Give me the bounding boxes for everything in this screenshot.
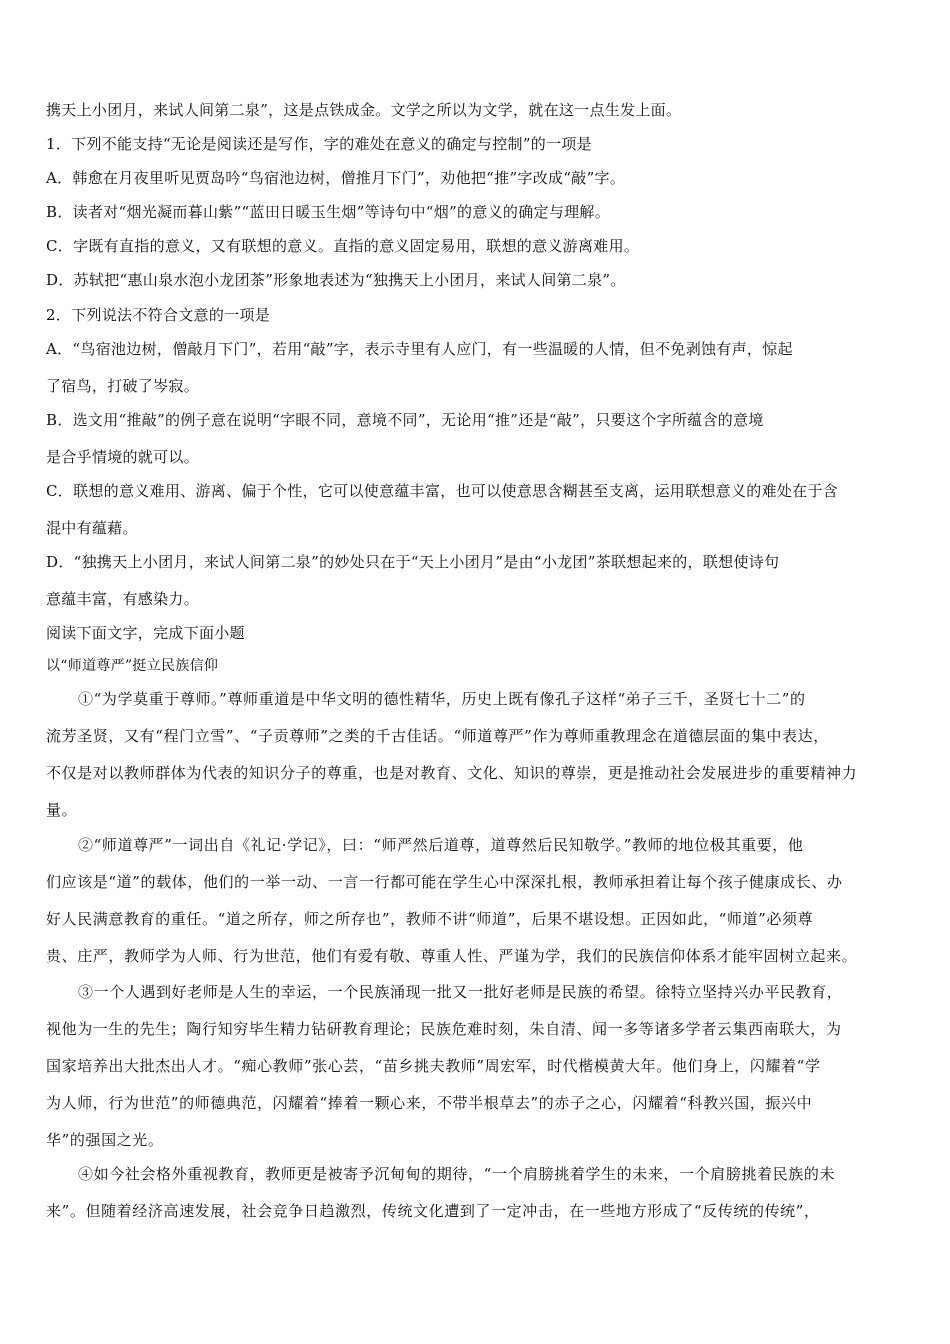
question-2-option-c-line-1: C．联想的意义难用、游离、偏于个性，它可以使意蕴丰富，也可以使意思含糊甚至支离，运用联想意义的难处在于含	[46, 482, 839, 500]
paragraph-1-line-3: 不仅是对以教师群体为代表的知识分子的尊重，也是对教育、文化、知识的尊崇，更是推动社会发展进步的重要精神力	[46, 764, 858, 782]
passage-title: 以“师道尊严”挺立民族信仰	[46, 658, 219, 674]
paragraph-1-line-2: 流芳圣贤，又有“程门立雪”、“子贡尊师”之类的千古佳话。“师道尊严”作为尊师重教理念在道德层面的集中表达，	[46, 727, 829, 745]
paragraph-2-line-3: 好人民满意教育的重任。“道之所存，师之所存也”，教师不讲“师道”，后果不堪设想。正因如此，“师道”必须尊	[46, 910, 814, 928]
continuation-line: 携天上小团月，来试人间第二泉”，这是点铁成金。文学之所以为文学，就在这一点生发上面。	[46, 101, 682, 119]
question-2-option-b-line-2: 是合乎情境的就可以。	[46, 448, 200, 466]
question-2-option-a-line-2: 了宿鸟，打破了岑寂。	[46, 377, 200, 395]
question-1-option-a: A．韩愈在月夜里听见贾岛吟“鸟宿池边树，僧推月下门”，劝他把“推”字改成“敲”字。	[46, 169, 626, 187]
paragraph-2-line-1: ②“师道尊严”一词出自《礼记·学记》，曰：“师严然后道尊，道尊然后民知敬学。”教师的地位极其重要，他	[78, 836, 804, 854]
question-1-stem: 1．下列不能支持“无论是阅读还是写作，字的难处在意义的确定与控制”的一项是	[46, 135, 592, 153]
paragraph-3-line-4: 为人师，行为世范”的师德典范，闪耀着“捧着一颗心来，不带半根草去”的赤子之心，闪耀着“科教兴国，振兴中	[46, 1094, 813, 1112]
question-1-option-b: B．读者对“烟光凝而暮山紫”“蓝田日暖玉生烟”等诗句中“烟”的意义的确定与理解。	[46, 203, 611, 221]
paragraph-1-line-1: ①“为学莫重于尊师。”尊师重道是中华文明的德性精华，历史上既有像孔子这样“弟子三千，圣贤七十二”的	[78, 690, 806, 708]
paragraph-2-line-2: 们应该是“道”的载体，他们的一举一动、一言一行都可能在学生心中深深扎根，教师承担着让每个孩子健康成长、办	[46, 873, 843, 891]
paragraph-3-line-2: 视他为一生的先生；陶行知穷毕生精力钻研教育理论；民族危难时刻，朱自清、闻一多等诸多学者云集西南联大，为	[46, 1020, 842, 1038]
question-1-option-d: D．苏轼把“惠山泉水泡小龙团茶”形象地表述为“独携天上小团月，来试人间第二泉”。	[46, 271, 626, 289]
paragraph-3-line-5: 华”的强国之光。	[46, 1131, 164, 1149]
paragraph-3-line-1: ③一个人遇到好老师是人生的幸运，一个民族涌现一批又一批好老师是民族的希望。徐特立坚持兴办平民教育，	[78, 983, 843, 1001]
paragraph-3-line-3: 国家培养出大批杰出人才。“痴心教师”张心芸，“苗乡挑夫教师”周宏军，时代楷模黄大年。他们身上，闪耀着“学	[46, 1057, 821, 1075]
question-2-option-b-line-1: B．选文用“推敲”的例子意在说明“字眼不同，意境不同”，无论用“推”还是“敲”，只要这个字所蕴含的意境	[46, 411, 764, 429]
paragraph-4-line-1: ④如今社会格外重视教育，教师更是被寄予沉甸甸的期待，“一个肩膀挑着学生的未来，一个肩膀挑着民族的未	[78, 1165, 836, 1183]
question-2-option-c-line-2: 混中有蕴藉。	[46, 519, 138, 537]
paragraph-1-line-4: 量。	[46, 801, 78, 819]
question-2-option-d-line-1: D．“独携天上小团月，来试人间第二泉”的妙处只在于“天上小团月”是由“小龙团”茶联想起来的，联想使诗句	[46, 553, 780, 571]
paragraph-2-line-4: 贵、庄严，教师学为人师、行为世范，他们有爱有敬、尊重人性、严谨为学，我们的民族信仰体系才能牢固树立起来。	[46, 947, 858, 965]
question-2-stem: 2．下列说法不符合文意的一项是	[46, 306, 271, 324]
question-2-option-a-line-1: A．“鸟宿池边树，僧敲月下门”，若用“敲”字，表示寺里有人应门，有一些温暖的人情，但不免剥蚀有声，惊起	[46, 340, 793, 358]
question-2-option-d-line-2: 意蕴丰富，有感染力。	[46, 590, 200, 608]
reading-instruction: 阅读下面文字，完成下面小题	[46, 624, 245, 642]
question-1-option-c: C．字既有直指的意义，又有联想的意义。直指的意义固定易用，联想的意义游离难用。	[46, 237, 640, 255]
paragraph-4-line-2: 来”。但随着经济高速发展，社会竞争日趋激烈，传统文化遭到了一定冲击，在一些地方形成了“反传统的传统”，	[46, 1202, 820, 1220]
